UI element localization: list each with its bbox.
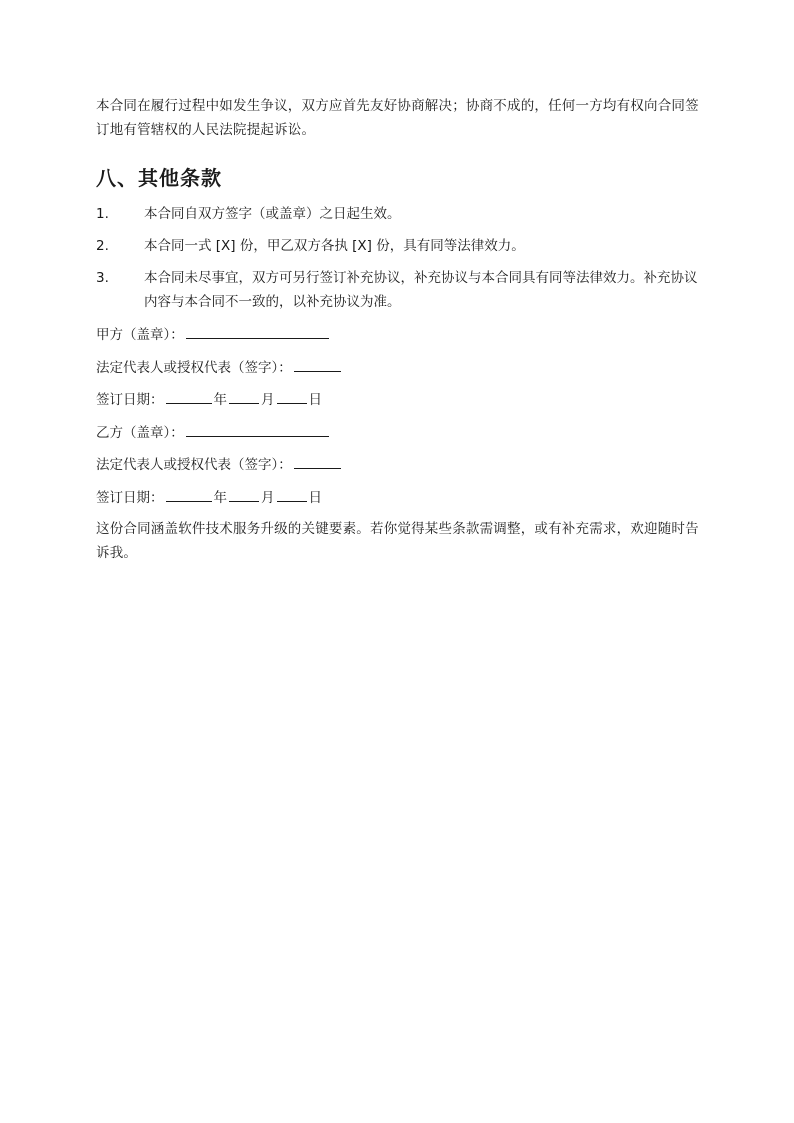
party-b-seal-line <box>96 420 706 445</box>
day-label: 日 <box>308 489 322 506</box>
clause-item <box>96 266 706 314</box>
year-label: 年 <box>213 392 227 408</box>
clause-text: 本合同一式 [X] 份，甲乙双方各执 [X] 份，具有同等法律效力。 <box>144 238 525 254</box>
year-label: 年 <box>213 489 227 506</box>
party-b-seal-blank[interactable] <box>186 420 329 437</box>
party-a-rep-line <box>96 355 706 380</box>
party-b-rep-blank[interactable] <box>294 452 341 469</box>
party-a-rep-label: 法定代表人或授权代表（签字）： <box>96 359 292 376</box>
dispute-resolution-paragraph: 本合同在履行过程中如发生争议，双方应首先友好协商解决；协商不成的，任何一方均有权向合同签订地有管辖权的人民法院提起诉讼。 <box>96 98 699 138</box>
party-a-year-blank[interactable] <box>166 387 212 404</box>
party-b-day-blank[interactable] <box>277 485 307 502</box>
party-a-seal-label: 甲方（盖章）： <box>96 327 184 343</box>
party-a-seal-line <box>96 322 706 347</box>
document-page <box>96 94 706 565</box>
clause-text: 本合同自双方签字（或盖章）之日起生效。 <box>144 206 401 222</box>
party-b-date-label: 签订日期： <box>96 489 164 506</box>
party-b-seal-label: 乙方（盖章）： <box>96 424 184 441</box>
party-b-date-line <box>96 485 706 510</box>
party-a-date-label: 签订日期： <box>96 392 164 408</box>
section-heading-other-terms: 八、其他条款 <box>96 166 222 190</box>
clause-text: 本合同未尽事宜，双方可另行签订补充协议，补充协议与本合同具有同等法律效力。补充协议内容与本合同不一致的，以补充协议为准。 <box>144 270 698 310</box>
clause-item <box>96 202 706 226</box>
party-a-day-blank[interactable] <box>277 387 307 404</box>
party-a-month-blank[interactable] <box>229 387 259 404</box>
party-b-signature-block <box>96 420 706 510</box>
party-b-rep-line <box>96 452 706 477</box>
clause-list <box>96 202 706 314</box>
day-label: 日 <box>308 392 322 408</box>
party-b-year-blank[interactable] <box>166 485 212 502</box>
closing-note: 这份合同涵盖软件技术服务升级的关键要素。若你觉得某些条款需调整，或有补充需求，欢迎随时告诉我。 <box>96 521 699 561</box>
party-a-date-line <box>96 387 706 412</box>
party-b-month-blank[interactable] <box>229 485 259 502</box>
clause-item <box>96 234 706 258</box>
month-label: 月 <box>261 489 275 506</box>
party-a-signature-block <box>96 322 706 412</box>
clause-number: 2. <box>96 238 109 254</box>
clause-number: 3. <box>96 270 109 286</box>
month-label: 月 <box>261 392 275 408</box>
party-a-seal-blank[interactable] <box>186 322 329 339</box>
clause-number: 1. <box>96 206 109 222</box>
party-b-rep-label: 法定代表人或授权代表（签字）： <box>96 457 292 473</box>
party-a-rep-blank[interactable] <box>294 355 341 372</box>
